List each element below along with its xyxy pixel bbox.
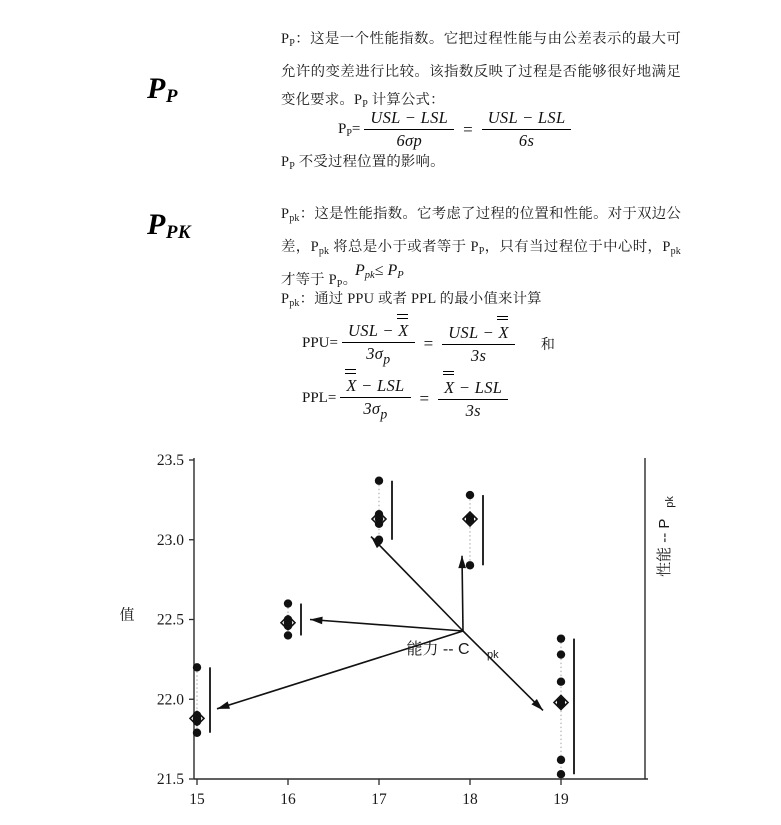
formula-ppl-lead: PPL= xyxy=(302,390,337,407)
y-axis-tick-label: 22.5 xyxy=(156,611,184,629)
y-axis-tick-label: 21.5 xyxy=(156,771,184,788)
ppk-t3-lead: P xyxy=(470,239,479,255)
ppk-text-5: 。 xyxy=(342,272,358,288)
ineq-left: P xyxy=(355,262,365,279)
pp-tail-lead: P xyxy=(353,92,363,108)
formula-ppl xyxy=(302,375,512,422)
y-axis-tick-label: 23.0 xyxy=(156,531,184,549)
x-axis-tick-label: 19 xyxy=(553,791,569,808)
ppk-t5-lead: P xyxy=(328,272,337,288)
annotation-arrow-to-group-18-head xyxy=(458,556,466,568)
data-point xyxy=(557,650,565,658)
data-point xyxy=(193,729,201,737)
formula-pp-fraction-2 xyxy=(482,108,572,151)
paragraph-ppk xyxy=(281,200,681,299)
formula-ppl-numerator-2: X − LSL xyxy=(438,377,508,400)
data-point xyxy=(466,491,474,499)
symbol-label-pp xyxy=(147,72,178,108)
data-point xyxy=(284,599,292,607)
formula-pp-lead: $P_P=$ xyxy=(338,120,361,139)
paragraph-pp xyxy=(281,25,681,119)
ppk-text-4: 才等于 xyxy=(281,272,329,288)
data-point xyxy=(466,561,474,569)
formula-ppu-numerator-1: USL − X xyxy=(342,320,415,343)
inequality-ppk-le-pp xyxy=(355,262,404,281)
ppk-t2-sub: pk xyxy=(318,246,330,257)
data-point xyxy=(557,678,565,686)
data-point xyxy=(193,663,201,671)
note-pp-text: 不受过程位置的影响。 xyxy=(294,154,445,170)
ppk-text-1: ：这是性能指数。它考虑了过程的位置和性能。对于双边公差， xyxy=(281,206,681,255)
right-axis-label-group xyxy=(656,496,676,577)
note-ppk-text: ：通过 PPU 或者 PPL 的最小值来计算 xyxy=(299,291,542,307)
x-double-bar-icon: X xyxy=(346,376,357,395)
ineq-operator: ≤ xyxy=(374,262,384,279)
ppk-t5-sub: P xyxy=(336,279,343,290)
pp-inline-lead: P xyxy=(281,31,290,47)
x-double-bar-icon: X xyxy=(498,322,509,342)
formula-ppu-trailing-text: 和 xyxy=(540,337,555,353)
annotation-arrow-to-group-19-shaft xyxy=(463,631,543,710)
symbol-label-ppk xyxy=(147,208,191,244)
symbol-ppk-sub: PK xyxy=(165,222,192,243)
formula-pp-denominator-1: 6σp xyxy=(396,131,423,150)
formula-pp-equals-2: = xyxy=(463,119,473,139)
note-pp xyxy=(281,152,681,177)
formula-ppu-fraction-2 xyxy=(442,322,515,366)
formula-ppu-denominator-1: $3\sigma_p$ xyxy=(366,344,391,367)
ppk-text-3: ，只有当过程位于中心时， xyxy=(484,239,663,255)
note-ppk-lead-sub: pk xyxy=(289,298,300,309)
ppk-t2-lead: P xyxy=(310,239,319,255)
y-axis-title: 值 xyxy=(119,606,135,624)
pp-body-text: ：这是一个性能指数。它把过程性能与由公差表示的最大可允许的变差进行比较。该指数反映了过程是否能够很好地满足变化要求。 xyxy=(281,31,681,108)
formula-ppu-denominator-2: 3s xyxy=(470,345,487,365)
annotation-arrow-to-group-17 xyxy=(371,537,463,631)
data-group-15 xyxy=(190,663,210,737)
formula-pp xyxy=(338,108,575,151)
data-group-19 xyxy=(554,634,574,778)
x-double-bar-icon: X xyxy=(444,377,455,397)
annotation-label: 能力 -- C xyxy=(406,641,470,658)
note-ppk xyxy=(281,289,681,314)
pp-tail-sub: P xyxy=(362,99,368,110)
data-group-18 xyxy=(463,491,483,570)
data-point xyxy=(557,634,565,642)
ppk-t4-lead: P xyxy=(662,239,671,255)
ppk-inline-lead-sub: pk xyxy=(289,213,300,224)
formula-ppu-fraction-1 xyxy=(342,320,415,367)
x-double-bar-icon: X xyxy=(398,321,409,340)
x-axis-tick-label: 16 xyxy=(280,791,296,808)
formula-ppu xyxy=(302,320,555,367)
x-axis-tick-label: 17 xyxy=(371,791,387,808)
formula-pp-fraction-1 xyxy=(364,108,454,151)
pp-tail-text: 计算公式： xyxy=(367,92,445,108)
ppk-text-2: 将总是小于或者等于 xyxy=(329,239,471,255)
y-axis-tick-label: 23.5 xyxy=(156,452,184,469)
note-pp-lead: P xyxy=(281,154,290,170)
ineq-right-sub: P xyxy=(397,270,404,281)
chart-svg xyxy=(0,440,781,825)
data-group-17 xyxy=(372,477,392,544)
data-group-16 xyxy=(281,599,301,639)
formula-pp-numerator-2: USL − LSL xyxy=(482,108,572,130)
ppk-t3-sub: P xyxy=(478,246,485,257)
formula-pp-denominator-2: 6s xyxy=(518,131,535,150)
formula-ppu-numerator-2: USL − X xyxy=(442,322,515,345)
symbol-pp-main: P xyxy=(147,72,166,105)
annotation-arrow-to-group-16 xyxy=(310,617,463,631)
ineq-right: P xyxy=(387,262,398,279)
data-point xyxy=(375,477,383,485)
ppk-t4-sub: pk xyxy=(670,246,681,257)
note-pp-lead-sub: P xyxy=(289,161,295,172)
symbol-pp-sub: P xyxy=(165,86,178,107)
x-axis-tick-label: 15 xyxy=(189,791,205,808)
formula-ppu-lead: PPU= xyxy=(302,335,338,352)
formula-ppl-denominator-1: $3\sigma_p$ xyxy=(363,399,388,422)
formula-pp-numerator-1: USL − LSL xyxy=(364,108,454,130)
annotation-arrow-to-group-16-shaft xyxy=(310,620,463,632)
symbol-ppk-main: P xyxy=(147,208,166,241)
formula-ppu-equals-2: = xyxy=(423,333,434,353)
annotation-arrow-to-group-15-head xyxy=(217,701,230,708)
formula-ppl-equals-2: = xyxy=(419,388,430,408)
pp-inline-lead-sub: P xyxy=(289,38,295,49)
data-point xyxy=(284,631,292,639)
formula-ppl-fraction-1 xyxy=(340,375,410,422)
formula-ppl-denominator-2: 3s xyxy=(465,400,481,420)
annotation-arrow-to-group-19 xyxy=(463,631,543,710)
annotation-label-sub: pk xyxy=(487,649,499,661)
ppk-inline-lead: P xyxy=(281,206,290,222)
formula-ppl-fraction-2 xyxy=(438,377,508,421)
data-point xyxy=(557,770,565,778)
individual-value-plot xyxy=(0,440,781,825)
right-axis-title: 性能 -- P xyxy=(656,518,673,577)
ineq-left-sub: pk xyxy=(364,270,375,281)
x-axis-tick-label: 18 xyxy=(462,791,478,808)
data-point xyxy=(557,756,565,764)
annotation-arrow-to-group-17-shaft xyxy=(371,537,463,631)
formula-ppl-numerator-1: X − LSL xyxy=(340,375,410,398)
right-axis-title-sub: pk xyxy=(664,496,676,508)
y-axis-tick-label: 22.0 xyxy=(156,691,184,709)
annotation-arrow-to-group-18 xyxy=(458,556,466,631)
note-ppk-lead: P xyxy=(281,291,290,307)
